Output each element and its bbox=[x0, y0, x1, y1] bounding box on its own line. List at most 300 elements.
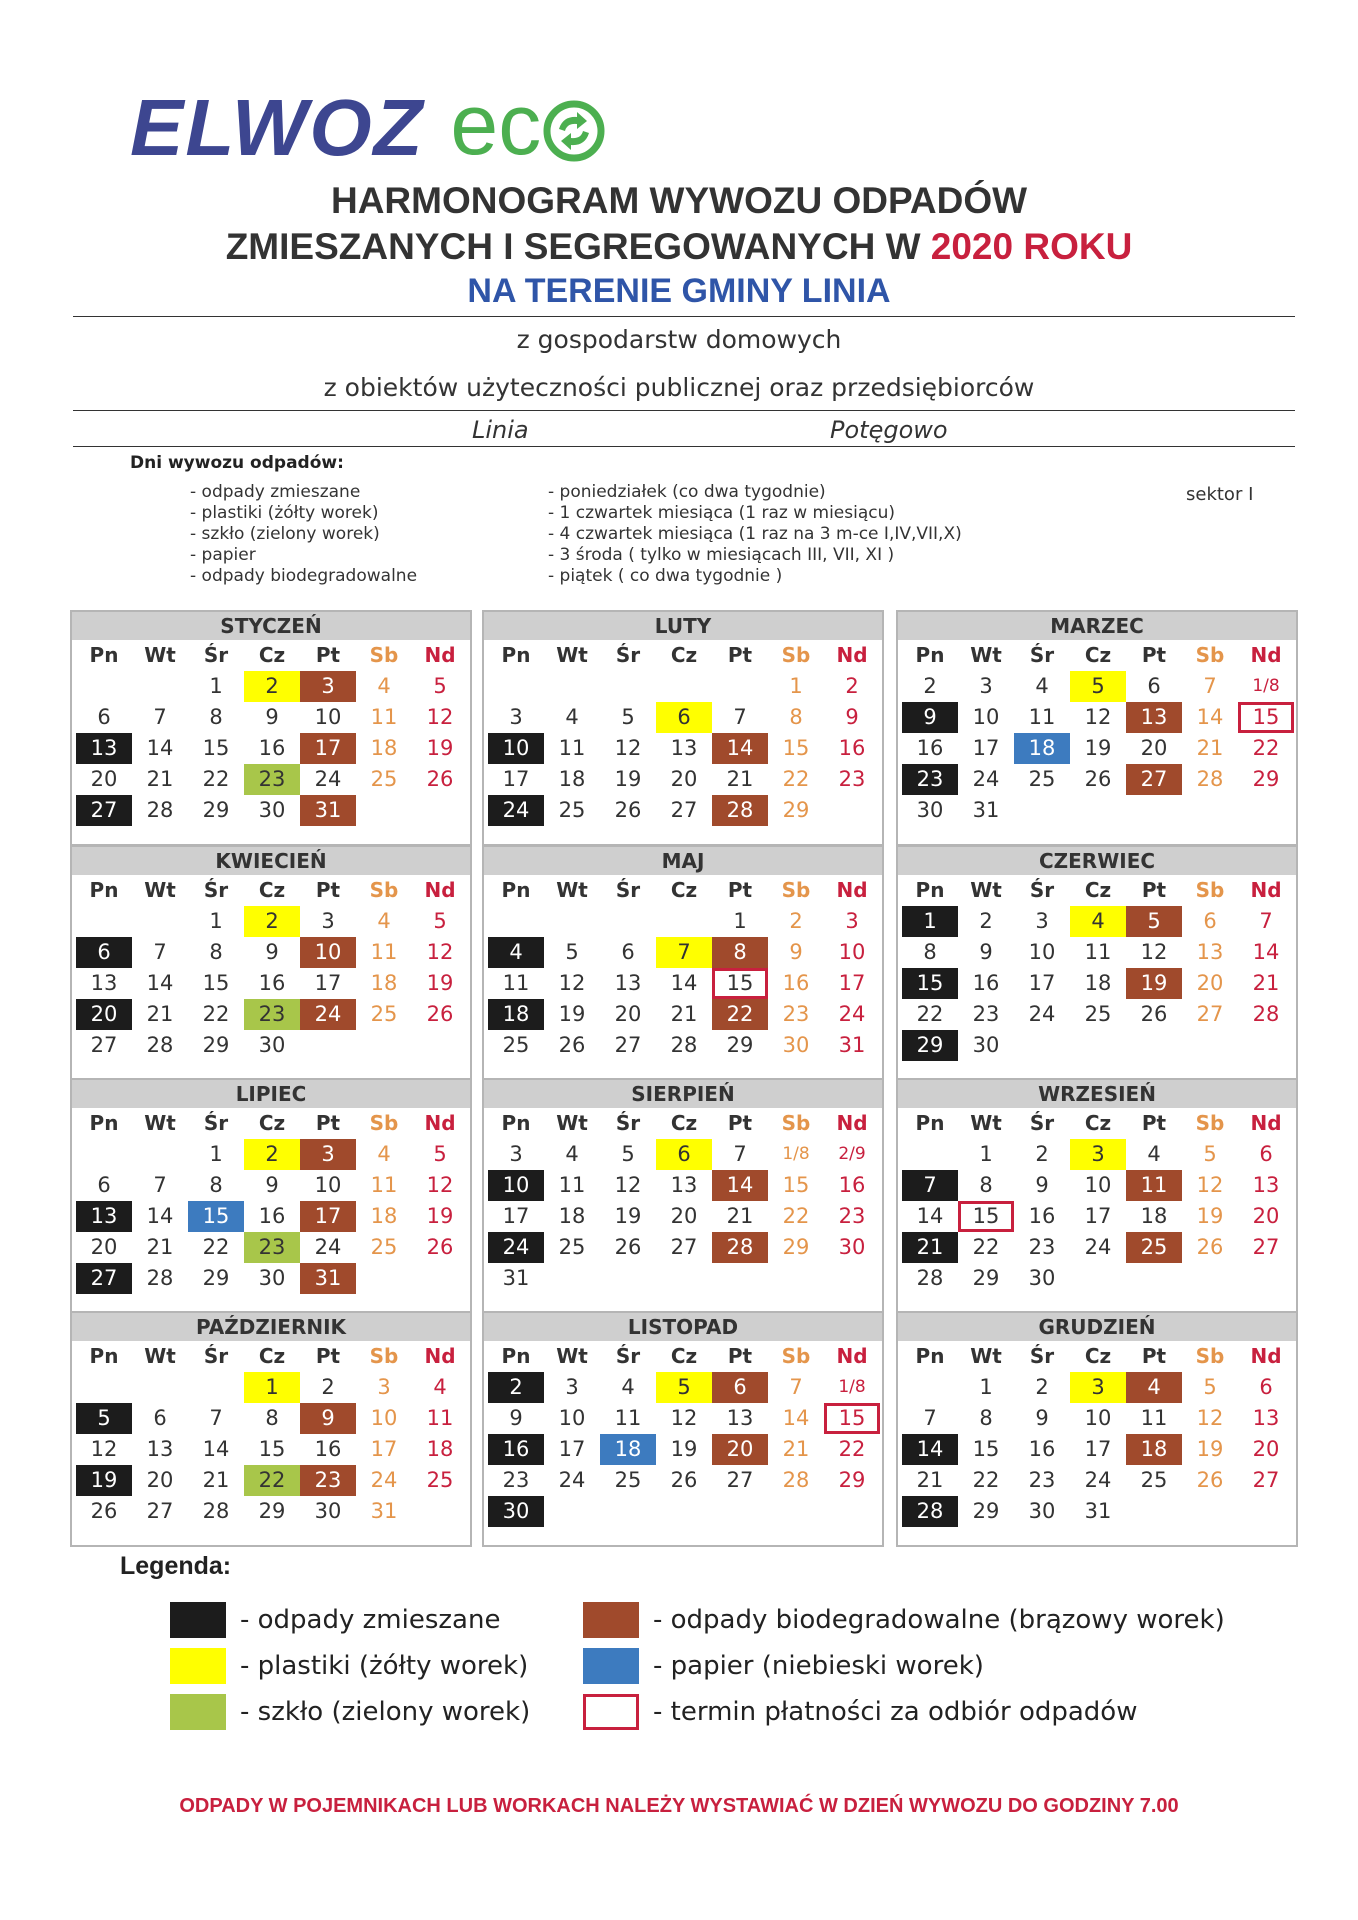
weekday-header: Cz bbox=[258, 1344, 286, 1368]
day-cell: 29 bbox=[972, 1266, 1000, 1290]
day-cell: 14 bbox=[782, 1406, 810, 1430]
title-line-2 bbox=[0, 226, 1358, 268]
month-name: CZERWIEC bbox=[898, 847, 1296, 875]
legend-swatch-yellow bbox=[170, 1648, 226, 1684]
day-cell: 18 bbox=[1084, 971, 1112, 995]
day-cell: 4 bbox=[433, 1375, 447, 1399]
weekday-header: Cz bbox=[670, 643, 698, 667]
day-cell: 28 bbox=[902, 1496, 958, 1527]
day-cell: 3 bbox=[845, 909, 859, 933]
day-cell: 18 bbox=[370, 971, 398, 995]
day-cell: 25 bbox=[1140, 1468, 1168, 1492]
footer-notice: ODPADY W POJEMNIKACH LUB WORKACH NALEŻY WYSTAWIAĆ W DZIEŃ WYWOZU DO GODZINY 7.00 bbox=[179, 1795, 1179, 1817]
weekday-header: Nd bbox=[1250, 878, 1282, 902]
day-cell: 31 bbox=[300, 1263, 356, 1294]
day-cell: 2 bbox=[923, 674, 937, 698]
day-cell: 26 bbox=[1084, 767, 1112, 791]
empty-cell bbox=[356, 795, 412, 826]
empty-cell bbox=[1182, 1496, 1238, 1527]
month-name: LIPIEC bbox=[72, 1080, 470, 1108]
weekday-header: Cz bbox=[258, 878, 286, 902]
day-cell: 7 bbox=[902, 1170, 958, 1201]
day-cell: 10 bbox=[838, 940, 866, 964]
day-cell: 31 bbox=[300, 795, 356, 826]
day-cell: 23 bbox=[244, 999, 300, 1030]
day-cell: 9 bbox=[902, 702, 958, 733]
logo-eco-letters: ec bbox=[450, 77, 542, 173]
day-cell: 2 bbox=[244, 906, 300, 937]
weekday-header: Pt bbox=[315, 878, 341, 902]
weekday-header: Pn bbox=[915, 643, 945, 667]
day-cell: 9 bbox=[300, 1403, 356, 1434]
pickup-day-item: - 3 środa ( tylko w miesiącach III, VII, XI ) bbox=[548, 545, 895, 565]
day-cell: 13 bbox=[1252, 1406, 1280, 1430]
day-cell: 20 bbox=[670, 767, 698, 791]
waste-type-item: - odpady zmieszane bbox=[190, 482, 361, 502]
empty-cell bbox=[1182, 1263, 1238, 1294]
day-cell: 9 bbox=[845, 705, 859, 729]
weekday-header: Pt bbox=[727, 1111, 753, 1135]
day-cell: 21 bbox=[726, 1204, 754, 1228]
day-cell: 25 bbox=[426, 1468, 454, 1492]
empty-cell bbox=[412, 1263, 468, 1294]
weekday-header: Pt bbox=[315, 643, 341, 667]
empty-cell bbox=[188, 1372, 244, 1403]
weekday-header: Nd bbox=[1250, 1344, 1282, 1368]
day-cell: 27 bbox=[1252, 1235, 1280, 1259]
day-cell: 29 bbox=[838, 1468, 866, 1492]
day-cell: 1/8 bbox=[782, 1144, 810, 1164]
day-cell: 23 bbox=[244, 764, 300, 795]
day-cell: 9 bbox=[265, 705, 279, 729]
day-cell: 11 bbox=[1084, 940, 1112, 964]
day-cell: 9 bbox=[509, 1406, 523, 1430]
day-cell: 22 bbox=[244, 1465, 300, 1496]
weekday-header: Śr bbox=[1029, 1111, 1055, 1135]
day-cell: 20 bbox=[1252, 1204, 1280, 1228]
day-cell: 25 bbox=[370, 1235, 398, 1259]
empty-cell bbox=[824, 795, 880, 826]
day-cell: 24 bbox=[558, 1468, 586, 1492]
day-cell: 10 bbox=[300, 937, 356, 968]
weekday-header: Pt bbox=[315, 1344, 341, 1368]
day-cell: 7 bbox=[153, 705, 167, 729]
day-cell: 30 bbox=[258, 1033, 286, 1057]
day-cell: 5 bbox=[433, 909, 447, 933]
day-cell: 5 bbox=[621, 1142, 635, 1166]
day-cell: 21 bbox=[726, 767, 754, 791]
day-cell: 23 bbox=[502, 1468, 530, 1492]
month-name: WRZESIEŃ bbox=[898, 1080, 1296, 1108]
day-cell: 22 bbox=[712, 999, 768, 1030]
weekday-header: Pt bbox=[1141, 1344, 1167, 1368]
day-cell: 18 bbox=[488, 999, 544, 1030]
day-cell: 8 bbox=[209, 940, 223, 964]
day-cell: 30 bbox=[782, 1033, 810, 1057]
weekday-header: Cz bbox=[1084, 878, 1112, 902]
day-cell: 4 bbox=[1070, 906, 1126, 937]
day-cell: 20 bbox=[1140, 736, 1168, 760]
day-cell: 21 bbox=[916, 1468, 944, 1492]
day-cell: 18 bbox=[1014, 733, 1070, 764]
day-cell: 12 bbox=[1196, 1406, 1224, 1430]
empty-cell bbox=[412, 1496, 468, 1527]
day-cell: 23 bbox=[300, 1465, 356, 1496]
day-cell: 25 bbox=[558, 798, 586, 822]
day-cell: 27 bbox=[1126, 764, 1182, 795]
day-cell: 21 bbox=[146, 1235, 174, 1259]
empty-cell bbox=[902, 1372, 958, 1403]
day-cell: 14 bbox=[146, 1204, 174, 1228]
day-cell: 14 bbox=[146, 736, 174, 760]
weekday-header: Nd bbox=[836, 1111, 868, 1135]
day-cell: 25 bbox=[1084, 1002, 1112, 1026]
day-cell: 1 bbox=[733, 909, 747, 933]
divider-3 bbox=[73, 446, 1295, 447]
legend-item-payment bbox=[583, 1694, 1137, 1730]
month-days-grid bbox=[484, 1108, 882, 1294]
weekday-header: Sb bbox=[369, 1111, 399, 1135]
day-cell: 5 bbox=[656, 1372, 712, 1403]
empty-cell bbox=[600, 906, 656, 937]
empty-cell bbox=[1014, 795, 1070, 826]
day-cell: 6 bbox=[1203, 909, 1217, 933]
waste-type-item: - odpady biodegradowalne bbox=[190, 566, 418, 586]
day-cell: 10 bbox=[558, 1406, 586, 1430]
day-cell: 19 bbox=[76, 1465, 132, 1496]
day-cell: 2/9 bbox=[838, 1144, 866, 1164]
day-cell: 6 bbox=[1147, 674, 1161, 698]
month-calendar bbox=[70, 1078, 472, 1314]
day-cell: 23 bbox=[782, 1002, 810, 1026]
weekday-header: Pt bbox=[1141, 878, 1167, 902]
empty-cell bbox=[132, 1139, 188, 1170]
day-cell: 9 bbox=[979, 940, 993, 964]
empty-cell bbox=[712, 671, 768, 702]
day-cell: 25 bbox=[370, 767, 398, 791]
day-cell: 20 bbox=[90, 767, 118, 791]
day-cell: 3 bbox=[300, 1139, 356, 1170]
day-cell: 31 bbox=[972, 798, 1000, 822]
day-cell: 10 bbox=[370, 1406, 398, 1430]
day-cell: 22 bbox=[916, 1002, 944, 1026]
weekday-header: Cz bbox=[670, 1344, 698, 1368]
day-cell: 7 bbox=[733, 1142, 747, 1166]
day-cell: 1 bbox=[209, 909, 223, 933]
day-cell: 29 bbox=[202, 798, 230, 822]
day-cell: 3 bbox=[509, 1142, 523, 1166]
weekday-header: Nd bbox=[424, 1111, 456, 1135]
day-cell: 7 bbox=[153, 1173, 167, 1197]
empty-cell bbox=[412, 795, 468, 826]
day-cell: 3 bbox=[1035, 909, 1049, 933]
day-cell: 11 bbox=[1140, 1406, 1168, 1430]
empty-cell bbox=[1238, 795, 1294, 826]
day-cell: 15 bbox=[202, 736, 230, 760]
day-cell: 28 bbox=[916, 1266, 944, 1290]
day-cell: 23 bbox=[244, 1232, 300, 1263]
day-cell: 26 bbox=[90, 1499, 118, 1523]
weekday-header: Nd bbox=[836, 878, 868, 902]
weekday-header: Wt bbox=[970, 878, 1002, 902]
day-cell: 20 bbox=[1252, 1437, 1280, 1461]
day-cell: 4 bbox=[565, 705, 579, 729]
weekday-header: Cz bbox=[258, 643, 286, 667]
day-cell: 13 bbox=[76, 733, 132, 764]
day-cell: 19 bbox=[558, 1002, 586, 1026]
day-cell: 21 bbox=[902, 1232, 958, 1263]
weekday-header: Nd bbox=[424, 643, 456, 667]
day-cell: 10 bbox=[972, 705, 1000, 729]
legend-swatch-brown bbox=[583, 1602, 639, 1638]
day-cell: 26 bbox=[1196, 1468, 1224, 1492]
day-cell: 28 bbox=[1196, 767, 1224, 791]
day-cell: 22 bbox=[1252, 736, 1280, 760]
month-name: KWIECIEŃ bbox=[72, 847, 470, 875]
empty-cell bbox=[356, 1263, 412, 1294]
day-cell: 19 bbox=[614, 1204, 642, 1228]
day-cell: 12 bbox=[1196, 1173, 1224, 1197]
day-cell: 12 bbox=[426, 705, 454, 729]
empty-cell bbox=[1070, 795, 1126, 826]
day-cell: 18 bbox=[558, 1204, 586, 1228]
weekday-header: Sb bbox=[369, 1344, 399, 1368]
day-cell: 12 bbox=[614, 736, 642, 760]
weekday-header: Sb bbox=[1195, 1111, 1225, 1135]
empty-cell bbox=[132, 906, 188, 937]
day-cell: 4 bbox=[488, 937, 544, 968]
month-name: STYCZEŃ bbox=[72, 612, 470, 640]
month-days-grid bbox=[484, 875, 882, 1061]
day-cell: 16 bbox=[314, 1437, 342, 1461]
day-cell: 1 bbox=[979, 1142, 993, 1166]
day-cell: 16 bbox=[258, 736, 286, 760]
weekday-header: Pn bbox=[501, 1344, 531, 1368]
weekday-header: Wt bbox=[144, 1344, 176, 1368]
day-cell: 5 bbox=[1070, 671, 1126, 702]
weekday-header: Pt bbox=[727, 1344, 753, 1368]
day-cell: 15 bbox=[258, 1437, 286, 1461]
day-cell: 16 bbox=[782, 971, 810, 995]
weekday-header: Śr bbox=[203, 1344, 229, 1368]
day-cell: 15 bbox=[712, 968, 768, 999]
day-cell: 22 bbox=[838, 1437, 866, 1461]
day-cell: 24 bbox=[370, 1468, 398, 1492]
day-cell: 23 bbox=[1028, 1468, 1056, 1492]
day-cell: 19 bbox=[670, 1437, 698, 1461]
weekday-header: Śr bbox=[615, 1111, 641, 1135]
day-cell: 14 bbox=[916, 1204, 944, 1228]
weekday-header: Nd bbox=[1250, 1111, 1282, 1135]
day-cell: 15 bbox=[902, 968, 958, 999]
day-cell: 26 bbox=[614, 1235, 642, 1259]
day-cell: 20 bbox=[712, 1434, 768, 1465]
day-cell: 19 bbox=[1084, 736, 1112, 760]
day-cell: 31 bbox=[502, 1266, 530, 1290]
title-line-3: NA TERENIE GMINY LINIA bbox=[467, 272, 891, 310]
day-cell: 29 bbox=[972, 1499, 1000, 1523]
month-calendar bbox=[70, 1311, 472, 1547]
day-cell: 26 bbox=[426, 1235, 454, 1259]
weekday-header: Pn bbox=[501, 1111, 531, 1135]
day-cell: 22 bbox=[202, 1002, 230, 1026]
day-cell: 27 bbox=[146, 1499, 174, 1523]
month-name: LUTY bbox=[484, 612, 882, 640]
weekday-header: Sb bbox=[781, 878, 811, 902]
empty-cell bbox=[656, 1263, 712, 1294]
day-cell: 5 bbox=[565, 940, 579, 964]
day-cell: 29 bbox=[782, 1235, 810, 1259]
day-cell: 23 bbox=[838, 767, 866, 791]
weekday-header: Pt bbox=[727, 643, 753, 667]
month-name: LISTOPAD bbox=[484, 1313, 882, 1341]
day-cell: 4 bbox=[565, 1142, 579, 1166]
legend-item-bio bbox=[583, 1602, 1225, 1638]
day-cell: 20 bbox=[76, 999, 132, 1030]
day-cell: 14 bbox=[1252, 940, 1280, 964]
day-cell: 12 bbox=[1140, 940, 1168, 964]
day-cell: 8 bbox=[209, 1173, 223, 1197]
day-cell: 11 bbox=[370, 705, 398, 729]
day-cell: 5 bbox=[76, 1403, 132, 1434]
day-cell: 30 bbox=[1028, 1266, 1056, 1290]
day-cell: 6 bbox=[712, 1372, 768, 1403]
weekday-header: Cz bbox=[1084, 1111, 1112, 1135]
weekday-header: Śr bbox=[615, 878, 641, 902]
legend-label: - papier (niebieski worek) bbox=[653, 1651, 984, 1681]
legend-label: - odpady zmieszane bbox=[240, 1605, 501, 1635]
weekday-header: Wt bbox=[144, 1111, 176, 1135]
day-cell: 6 bbox=[97, 705, 111, 729]
day-cell: 8 bbox=[923, 940, 937, 964]
weekday-header: Sb bbox=[1195, 643, 1225, 667]
day-cell: 6 bbox=[656, 1139, 712, 1170]
day-cell: 24 bbox=[300, 999, 356, 1030]
day-cell: 1 bbox=[244, 1372, 300, 1403]
weekday-header: Nd bbox=[1250, 643, 1282, 667]
day-cell: 30 bbox=[258, 1266, 286, 1290]
day-cell: 28 bbox=[670, 1033, 698, 1057]
day-cell: 17 bbox=[972, 736, 1000, 760]
day-cell: 24 bbox=[838, 1002, 866, 1026]
month-days-grid bbox=[898, 1341, 1296, 1527]
weekday-header: Cz bbox=[670, 1111, 698, 1135]
weekday-header: Sb bbox=[1195, 878, 1225, 902]
day-cell: 29 bbox=[258, 1499, 286, 1523]
day-cell: 15 bbox=[202, 971, 230, 995]
day-cell: 2 bbox=[244, 671, 300, 702]
pickup-day-item: - piątek ( co dwa tygodnie ) bbox=[548, 566, 783, 586]
day-cell: 6 bbox=[97, 1173, 111, 1197]
pickup-day-item: - 1 czwartek miesiąca (1 raz w miesiącu) bbox=[548, 503, 896, 523]
day-cell: 3 bbox=[321, 909, 335, 933]
day-cell: 28 bbox=[712, 1232, 768, 1263]
day-cell: 9 bbox=[1035, 1173, 1049, 1197]
empty-cell bbox=[544, 671, 600, 702]
day-cell: 16 bbox=[258, 971, 286, 995]
day-cell: 10 bbox=[314, 1173, 342, 1197]
month-days-grid bbox=[72, 1108, 470, 1294]
empty-cell bbox=[768, 1496, 824, 1527]
weekday-header: Śr bbox=[1029, 1344, 1055, 1368]
legend-label: - plastiki (żółty worek) bbox=[240, 1651, 529, 1681]
day-cell: 15 bbox=[782, 1173, 810, 1197]
day-cell: 26 bbox=[1196, 1235, 1224, 1259]
month-calendar bbox=[896, 1311, 1298, 1547]
day-cell: 6 bbox=[1259, 1142, 1273, 1166]
day-cell: 1/8 bbox=[838, 1377, 866, 1397]
day-cell: 11 bbox=[1028, 705, 1056, 729]
empty-cell bbox=[1126, 1263, 1182, 1294]
day-cell: 1/8 bbox=[1252, 676, 1280, 696]
day-cell: 28 bbox=[1252, 1002, 1280, 1026]
day-cell: 14 bbox=[1196, 705, 1224, 729]
day-cell: 3 bbox=[300, 671, 356, 702]
legend-item-plastic bbox=[170, 1648, 528, 1684]
empty-cell bbox=[132, 671, 188, 702]
legend-title: Legenda: bbox=[120, 1552, 232, 1580]
day-cell: 27 bbox=[1196, 1002, 1224, 1026]
day-cell: 19 bbox=[426, 736, 454, 760]
waste-type-item: - plastiki (żółty worek) bbox=[190, 503, 379, 523]
empty-cell bbox=[1182, 795, 1238, 826]
day-cell: 12 bbox=[558, 971, 586, 995]
empty-cell bbox=[600, 671, 656, 702]
day-cell: 2 bbox=[979, 909, 993, 933]
day-cell: 3 bbox=[509, 705, 523, 729]
weekday-header: Śr bbox=[615, 1344, 641, 1368]
day-cell: 1 bbox=[902, 906, 958, 937]
day-cell: 3 bbox=[979, 674, 993, 698]
day-cell: 7 bbox=[789, 1375, 803, 1399]
day-cell: 12 bbox=[90, 1437, 118, 1461]
weekday-header: Nd bbox=[836, 1344, 868, 1368]
title-line-1: HARMONOGRAM WYWOZU ODPADÓW bbox=[330, 180, 1028, 221]
weekday-header: Pn bbox=[89, 878, 119, 902]
empty-cell bbox=[300, 1030, 356, 1061]
weekday-header: Sb bbox=[369, 878, 399, 902]
day-cell: 28 bbox=[782, 1468, 810, 1492]
month-calendar bbox=[482, 1311, 884, 1547]
day-cell: 17 bbox=[370, 1437, 398, 1461]
day-cell: 2 bbox=[321, 1375, 335, 1399]
day-cell: 20 bbox=[1196, 971, 1224, 995]
weekday-header: Wt bbox=[556, 878, 588, 902]
logo-eco-text bbox=[450, 77, 605, 173]
day-cell: 21 bbox=[146, 767, 174, 791]
empty-cell bbox=[544, 1263, 600, 1294]
day-cell: 7 bbox=[1203, 674, 1217, 698]
day-cell: 29 bbox=[782, 798, 810, 822]
day-cell: 29 bbox=[202, 1033, 230, 1057]
day-cell: 31 bbox=[1084, 1499, 1112, 1523]
day-cell: 10 bbox=[1028, 940, 1056, 964]
day-cell: 11 bbox=[426, 1406, 454, 1430]
weekday-header: Pn bbox=[915, 1111, 945, 1135]
day-cell: 18 bbox=[558, 767, 586, 791]
company-logo bbox=[130, 77, 605, 173]
legend-label: - termin płatności za odbiór odpadów bbox=[653, 1697, 1138, 1727]
day-cell: 21 bbox=[146, 1002, 174, 1026]
empty-cell bbox=[824, 1496, 880, 1527]
month-name: PAŹDZIERNIK bbox=[72, 1313, 470, 1341]
empty-cell bbox=[1070, 1263, 1126, 1294]
day-cell: 26 bbox=[614, 798, 642, 822]
day-cell: 27 bbox=[76, 795, 132, 826]
day-cell: 23 bbox=[972, 1002, 1000, 1026]
weekday-header: Wt bbox=[556, 1344, 588, 1368]
day-cell: 17 bbox=[300, 733, 356, 764]
